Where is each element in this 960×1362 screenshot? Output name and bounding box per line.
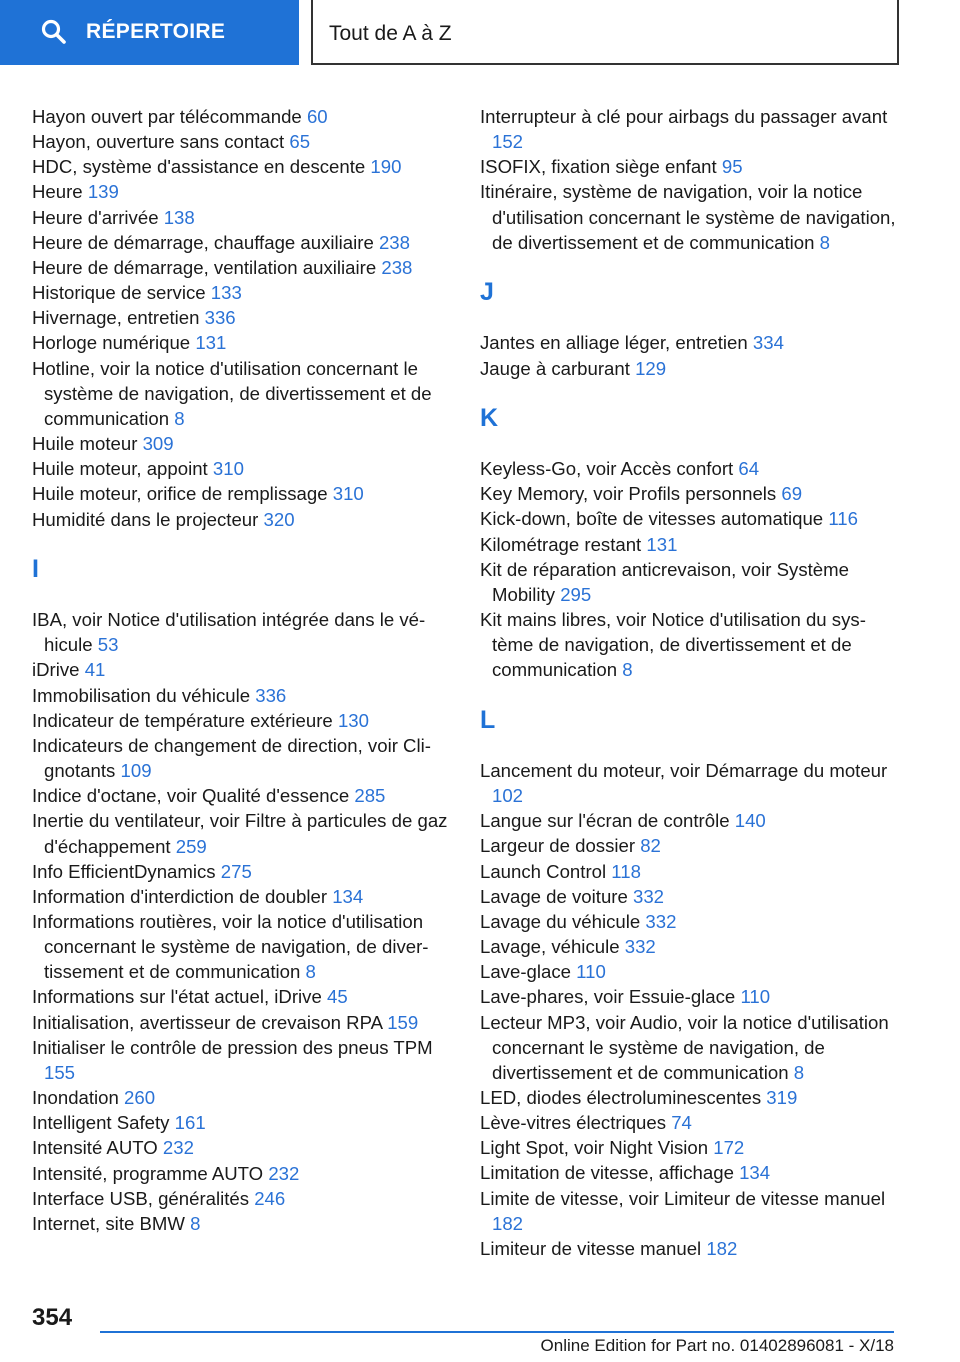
index-entry: [480, 1135, 900, 1160]
entry-text: Largeur de dossier: [480, 835, 636, 857]
entry-text: Lave-phares, voir Essuie-glace: [480, 986, 736, 1008]
index-entry: [480, 104, 900, 154]
section-letter: L: [480, 705, 496, 734]
entry-text: Interface USB, généralités: [32, 1187, 250, 1209]
page-link[interactable]: 118: [611, 860, 641, 882]
index-entry: [32, 1010, 452, 1035]
entry-text: Interrupteur à clé pour airbags du passager avant: [480, 106, 888, 127]
page-link[interactable]: 134: [332, 885, 364, 907]
entry-text: Lancement du moteur, voir Démarrage du moteur: [480, 759, 888, 781]
page-link[interactable]: 139: [87, 181, 119, 203]
a-to-z-tab[interactable]: [311, 0, 899, 65]
page-link[interactable]: 232: [268, 1162, 300, 1184]
directory-label: RÉPERTOIRE: [86, 20, 226, 43]
index-entry: [32, 683, 452, 708]
entry-text: Kick-down, boîte de vitesses automatique: [480, 508, 824, 530]
index-entry: [480, 1010, 900, 1085]
entry-text: Inertie du ventilateur, voir Filtre à particules de gaz d'échappement: [32, 810, 448, 857]
index-entry: [480, 1186, 900, 1236]
entry-text: Indicateurs de changement de direction, voir Clignotants: [32, 734, 431, 782]
entry-text: Lecteur MP3, voir Audio, voir la notice d'utilisation concernant le système de navigation, de divertissement et de communication: [480, 1011, 889, 1083]
index-entry: [480, 884, 900, 909]
entry-text: Initialiser le contrôle de pression des pneus TPM: [32, 1036, 433, 1058]
entry-text: Initialisation, avertisseur de crevaison RPA: [32, 1011, 383, 1033]
page-link[interactable]: 332: [624, 936, 656, 958]
index-entry: [32, 330, 452, 355]
index-entry: [480, 506, 900, 531]
search-icon: [40, 18, 68, 46]
page-link[interactable]: 82: [640, 835, 661, 857]
page-link[interactable]: 319: [766, 1087, 798, 1108]
index-entry: [32, 356, 452, 431]
page-link[interactable]: 130: [337, 709, 369, 731]
entry-text: Historique de service: [32, 282, 206, 304]
entry-text: Hayon ouvert par télécommande: [32, 106, 302, 127]
entry-text: Intensité, programme AUTO: [32, 1162, 264, 1184]
index-entry: [480, 154, 900, 179]
index-entry: [480, 808, 900, 833]
index-entry: [32, 808, 452, 858]
page-link[interactable]: 232: [162, 1137, 194, 1159]
index-entry: [480, 833, 900, 858]
entry-text: Hotline, voir la notice d'utilisation concernant le système de navigation, de divertissement et de communication: [32, 357, 432, 429]
index-entry: [480, 909, 900, 934]
entry-text: Jauge à carburant: [480, 357, 630, 379]
entry-text: LED, diodes électroluminescentes: [480, 1087, 762, 1108]
index-entry: [480, 481, 900, 506]
index-entry: [32, 280, 452, 305]
entry-text: Internet, site BMW: [32, 1212, 185, 1234]
page-link[interactable]: 102: [492, 785, 524, 807]
page-link[interactable]: 172: [713, 1137, 745, 1159]
page-link[interactable]: 159: [387, 1011, 419, 1033]
index-entry: [32, 607, 452, 657]
page-number: 354: [32, 1304, 73, 1331]
page-link[interactable]: 110: [740, 986, 771, 1008]
directory-button[interactable]: [0, 0, 299, 65]
entry-text: Launch Control: [480, 860, 607, 882]
page-link[interactable]: 275: [220, 860, 252, 882]
page-header: [0, 0, 960, 68]
index-entry: [32, 1135, 452, 1160]
entry-text: Intensité AUTO: [32, 1137, 158, 1159]
entry-text: Keyless-Go, voir Accès confort: [480, 458, 734, 480]
index-entry: [480, 1160, 900, 1185]
entry-text: Lave-glace: [480, 961, 571, 983]
index-entry: [32, 431, 452, 456]
index-entry: [480, 984, 900, 1009]
page-link[interactable]: 69: [781, 483, 803, 505]
page-link[interactable]: 138: [163, 206, 195, 228]
entry-text: Indicateur de température extérieure: [32, 709, 333, 731]
page-link[interactable]: 310: [212, 458, 244, 480]
page-link[interactable]: 109: [120, 760, 152, 782]
page-link[interactable]: 74: [671, 1112, 692, 1134]
entry-text: Information d'interdiction de doubler: [32, 885, 328, 907]
entry-text: Limite de vitesse, voir Limiteur de vitesse manuel: [480, 1187, 886, 1209]
page-link[interactable]: 53: [97, 634, 119, 656]
index-entry: [32, 305, 452, 330]
entry-text: Informations sur l'état actuel, iDrive: [32, 986, 322, 1008]
entry-text: Huile moteur, orifice de remplissage: [32, 483, 328, 505]
page-link[interactable]: 336: [204, 307, 236, 329]
page-link[interactable]: 134: [739, 1162, 771, 1184]
page-link[interactable]: 140: [734, 810, 766, 832]
entry-text: Lavage de voiture: [480, 885, 628, 907]
entry-text: Hayon, ouverture sans contact: [32, 131, 285, 153]
index-entry: [32, 481, 452, 506]
page-link[interactable]: 152: [492, 131, 524, 153]
index-entry: [480, 934, 900, 959]
entry-text: Intelligent Safety: [32, 1112, 170, 1134]
page-link[interactable]: 320: [263, 508, 295, 530]
index-entry: [480, 532, 900, 557]
page-link[interactable]: 295: [560, 583, 592, 605]
entry-text: Horloge numérique: [32, 332, 191, 354]
entry-text: Lavage du véhicule: [480, 910, 641, 932]
entry-text: Inondation: [32, 1087, 119, 1109]
page-link[interactable]: 110: [576, 961, 606, 983]
page-link[interactable]: 336: [255, 684, 287, 706]
entry-text: ISOFIX, fixation siège enfant: [480, 156, 717, 178]
page-link[interactable]: 259: [175, 835, 207, 857]
index-entry: [32, 205, 452, 230]
entry-text: Informations routières, voir la notice d'utilisation concernant le système de navigation, de divertissement et de communication: [32, 910, 429, 983]
entry-text: Lève-vitres électriques: [480, 1112, 667, 1134]
page-link[interactable]: 8: [793, 1061, 805, 1083]
entry-text: Jantes en alliage léger, entretien: [480, 332, 748, 354]
page-link[interactable]: 334: [752, 332, 784, 354]
entry-text: Key Memory, voir Profils personnels: [480, 483, 777, 505]
index-entry: [32, 1211, 452, 1236]
index-entry: [480, 758, 900, 808]
page-link[interactable]: 131: [195, 332, 227, 354]
page-link[interactable]: 64: [738, 458, 760, 480]
page-link[interactable]: 238: [378, 231, 410, 253]
index-entry: [32, 733, 452, 783]
entry-text: Heure de démarrage, ventilation auxiliaire: [32, 256, 377, 278]
entry-text: Limitation de vitesse, affichage: [480, 1162, 734, 1184]
page-link[interactable]: 182: [706, 1237, 738, 1259]
entry-text: Itinéraire, système de navigation, voir la notice d'utilisation concernant le système de navigation, de divertissement et de communication: [480, 181, 896, 253]
index-entry: [32, 1110, 452, 1135]
entry-text: iDrive: [32, 659, 80, 681]
entry-text: Heure d'arrivée: [32, 206, 159, 228]
section-letter: K: [480, 403, 499, 432]
index-entry: [32, 507, 452, 532]
index-entry: [32, 1035, 452, 1085]
index-entry: [480, 1236, 900, 1261]
a-to-z-label: Tout de A à Z: [329, 22, 452, 45]
index-entry: [32, 859, 452, 884]
entry-text: Light Spot, voir Night Vision: [480, 1137, 709, 1159]
index-entry: [480, 179, 900, 254]
index-entry: [480, 607, 900, 682]
index-entry: [480, 557, 900, 607]
page-link[interactable]: 161: [174, 1112, 206, 1134]
entry-text: Hivernage, entretien: [32, 307, 200, 329]
index-entry: [32, 129, 452, 154]
page-link[interactable]: 246: [254, 1187, 286, 1209]
entry-text: Huile moteur, appoint: [32, 458, 208, 480]
section-letter: J: [480, 277, 494, 306]
index-entry: [32, 1085, 452, 1110]
index-column-left: [32, 104, 452, 1236]
entry-text: IBA, voir Notice d'utilisation intégrée dans le véhicule: [32, 609, 426, 656]
entry-text: Indice d'octane, voir Qualité d'essence: [32, 785, 350, 807]
page-link[interactable]: 190: [370, 156, 402, 178]
index-entry: [32, 179, 452, 204]
section-letter: I: [32, 554, 39, 583]
page-link[interactable]: 8: [819, 231, 830, 253]
page-link[interactable]: 8: [305, 961, 316, 983]
page-link[interactable]: 45: [326, 986, 348, 1008]
index-entry: [32, 255, 452, 280]
index-entry: [480, 456, 900, 481]
index-entry: [32, 154, 452, 179]
index-entry: [32, 1161, 452, 1186]
page-link[interactable]: 309: [142, 433, 174, 455]
entry-text: Limiteur de vitesse manuel: [480, 1237, 702, 1259]
index-entry: [480, 1085, 900, 1110]
index-entry: [32, 104, 452, 129]
page-link[interactable]: 133: [210, 282, 242, 304]
index-entry: [32, 783, 452, 808]
page-link[interactable]: 260: [124, 1087, 156, 1109]
entry-text: Kilométrage restant: [480, 533, 642, 555]
page-link[interactable]: 155: [44, 1061, 76, 1083]
page-link[interactable]: 41: [84, 659, 106, 681]
entry-text: Huile moteur: [32, 433, 138, 455]
entry-text: Kit de réparation anticrevaison, voir Système Mobility: [480, 558, 849, 605]
index-entry: [32, 984, 452, 1009]
entry-text: Heure: [32, 181, 83, 203]
index-entry: [32, 230, 452, 255]
page-link[interactable]: 238: [381, 256, 413, 278]
index-entry: [480, 959, 900, 984]
page-link[interactable]: 182: [492, 1212, 524, 1234]
page-link[interactable]: 310: [332, 483, 364, 505]
index-entry: [480, 859, 900, 884]
edition-footer: Online Edition for Part no. 01402896081 - X/18: [540, 1336, 894, 1355]
index-entry: [480, 1110, 900, 1135]
page-link[interactable]: 332: [633, 885, 665, 907]
page-link[interactable]: 8: [190, 1212, 201, 1234]
index-entry: [480, 356, 900, 381]
index-entry: [32, 708, 452, 733]
page-link[interactable]: 285: [354, 785, 386, 807]
index-entry: [32, 909, 452, 984]
entry-text: Info EfficientDynamics: [32, 860, 216, 882]
page-link[interactable]: 129: [635, 357, 667, 379]
page-link[interactable]: 8: [622, 659, 633, 681]
entry-text: Humidité dans le projecteur: [32, 508, 259, 530]
page-link[interactable]: 60: [306, 106, 328, 127]
page-link[interactable]: 332: [645, 910, 677, 932]
page-link[interactable]: 65: [289, 131, 311, 153]
footer-divider: [100, 1331, 894, 1333]
page-link[interactable]: 95: [721, 156, 743, 178]
entry-text: Immobilisation du véhicule: [32, 684, 251, 706]
page-link[interactable]: 131: [646, 533, 678, 555]
entry-text: HDC, système d'assistance en descente: [32, 156, 366, 178]
index-entry: [32, 884, 452, 909]
index-entry: [32, 456, 452, 481]
index-entry: [32, 657, 452, 682]
entry-text: Kit mains libres, voir Notice d'utilisation du système de navigation, de divertissement et de communication: [480, 609, 866, 681]
index-entry: [480, 330, 900, 355]
index-entry: [32, 1186, 452, 1211]
entry-text: Langue sur l'écran de contrôle: [480, 810, 730, 832]
entry-text: Lavage, véhicule: [480, 936, 620, 958]
page-link[interactable]: 116: [828, 508, 858, 530]
page-link[interactable]: 8: [174, 407, 185, 429]
entry-text: Heure de démarrage, chauffage auxiliaire: [32, 231, 374, 253]
index-column-right: [480, 104, 900, 1261]
